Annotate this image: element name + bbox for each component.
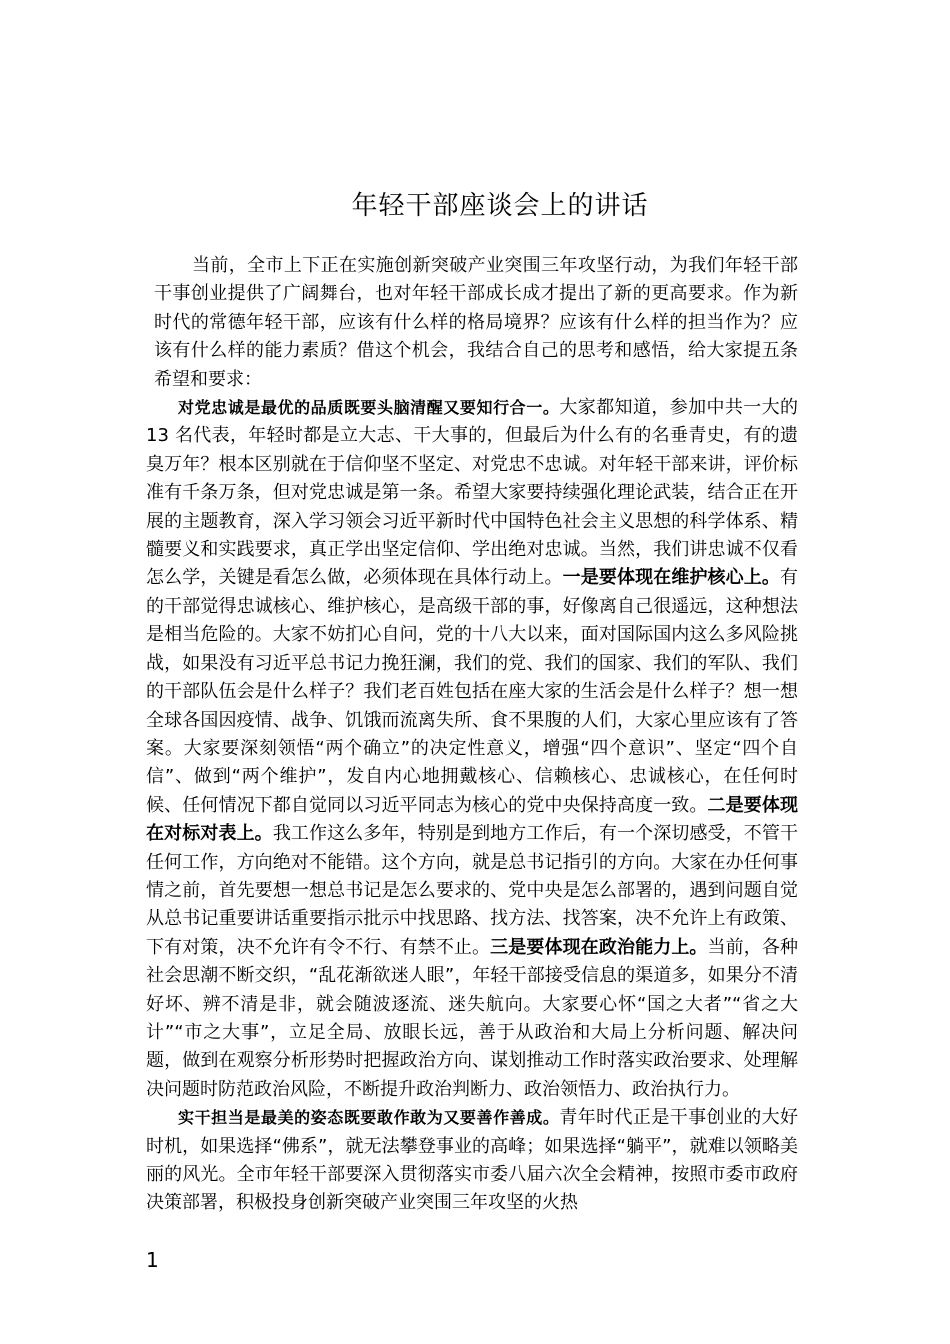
section-1-text-3: 我工作这么多年，特别是到地方工作后，有一个深切感受，不管干任何工作，方向绝对不能错。这个方向，就是总书记指引的方向。大家在办任何事情之前，首先要想一想总书记是怎么要求的、党中央是怎么部署的，遇到问题自觉从总书记重要讲话重要指示批示中找思路、找方法、找答案，决不允许上有政策、下有对策，决不允许有令不行、有禁不止。 [146, 823, 799, 958]
section-1-subheading-2: 二是要体现在对标对表上。 [146, 794, 799, 845]
section-1-text-2: 有的干部觉得忠诚核心、维护核心，是高级干部的事，好像离自己很遥远，这种想法是相当危险的。大家不妨扪心自问，党的十八大以来，面对国际国内这么多风险挑战，如果没有习近平总书记力挽狂澜，我们的党、我们的国家、我们的军队、我们的干部队伍会是什么样子？我们老百姓包括在座大家的生活会是什么样子？想一想全球各国因疫情、战争、饥饿而流离失所、食不果腹的人们，大家心里应该有了答案。大家要深刻领悟“两个确立”的决定性意义，增强“四个意识”、坚定“四个自信”、做到“两个维护”，发自内心地拥戴核心、信赖核心、忠诚核心，在任何时候、任何情况下都自觉同以习近平同志为核心的党中央保持高度一致。 [146, 567, 799, 816]
section-1-text-1: 大家都知道，参加中共一大的 13 名代表，年轻时都是立大志、干大事的，但最后为什么有的名垂青史，有的遗臭万年？根本区别就在于信仰坚不坚定、对党忠不忠诚。对年轻干部来讲，评价标准有千条万条，但对党忠诚是第一条。希望大家要持续强化理论武装，结合正在开展的主题教育，深入学习领会习近平新时代中国特色社会主义思想的科学体系、精髓要义和实践要求，真正学出坚定信仰、学出绝对忠诚。当然，我们讲忠诚不仅看怎么学，关键是看怎么做，必须体现在具体行动上。 [146, 397, 798, 589]
section-1-subheading-3: 三是要体现在政治能力上。 [490, 936, 708, 958]
section-2-text-1: 青年时代正是干事创业的大好时机，如果选择“佛系”，就无法攀登事业的高峰；如果选择“躺平”，就难以领略美丽的风光。全市年轻干部要深入贯彻落实市委八届六次全会精神，按照市委市政府决策部署，积极投身创新突破产业突围三年攻坚的火热 [146, 1107, 798, 1214]
section-2-lead: 实干担当是最美的姿态既要敢作敢为又要善作善成。 [178, 1108, 560, 1128]
section-1-subheading-1: 一是要体现在维护核心上。 [562, 567, 781, 589]
section-1-lead: 对党忠诚是最优的品质既要头脑清醒又要知行合一。 [178, 398, 560, 418]
document-title: 年轻干部座谈会上的讲话 [351, 191, 649, 221]
section-2-paragraph [146, 1104, 798, 1218]
page-number: 1 [146, 1248, 159, 1272]
intro-paragraph: 当前，全市上下正在实施创新突破产业突围三年攻坚行动，为我们年轻干部干事创业提供了广阔舞台，也对年轻干部成长成才提出了新的更高要求。作为新时代的常德年轻干部，应该有什么样的格局境界？应该有什么样的担当作为？应该有什么样的能力素质？借这个机会，我结合自己的思考和感悟，给大家提五条希望和要求： [154, 255, 798, 390]
section-1-paragraph [146, 394, 798, 1104]
section-1-text-4: 当前，各种社会思潮不断交织，“乱花渐欲迷人眼”，年轻干部接受信息的渠道多，如果分不清好坏、辨不清是非，就会随波逐流、迷失航向。大家要心怀“国之大者”“省之大计”“市之大事”，立足全局、放眼长远，善于从政治和大局上分析问题、解决问题，做到在观察分析形势时把握政治方向、谋划推动工作时落实政治要求、处理解决问题时防范政治风险，不断提升政治判断力、政治领悟力、政治执行力。 [146, 936, 799, 1100]
document-body [146, 252, 798, 1218]
